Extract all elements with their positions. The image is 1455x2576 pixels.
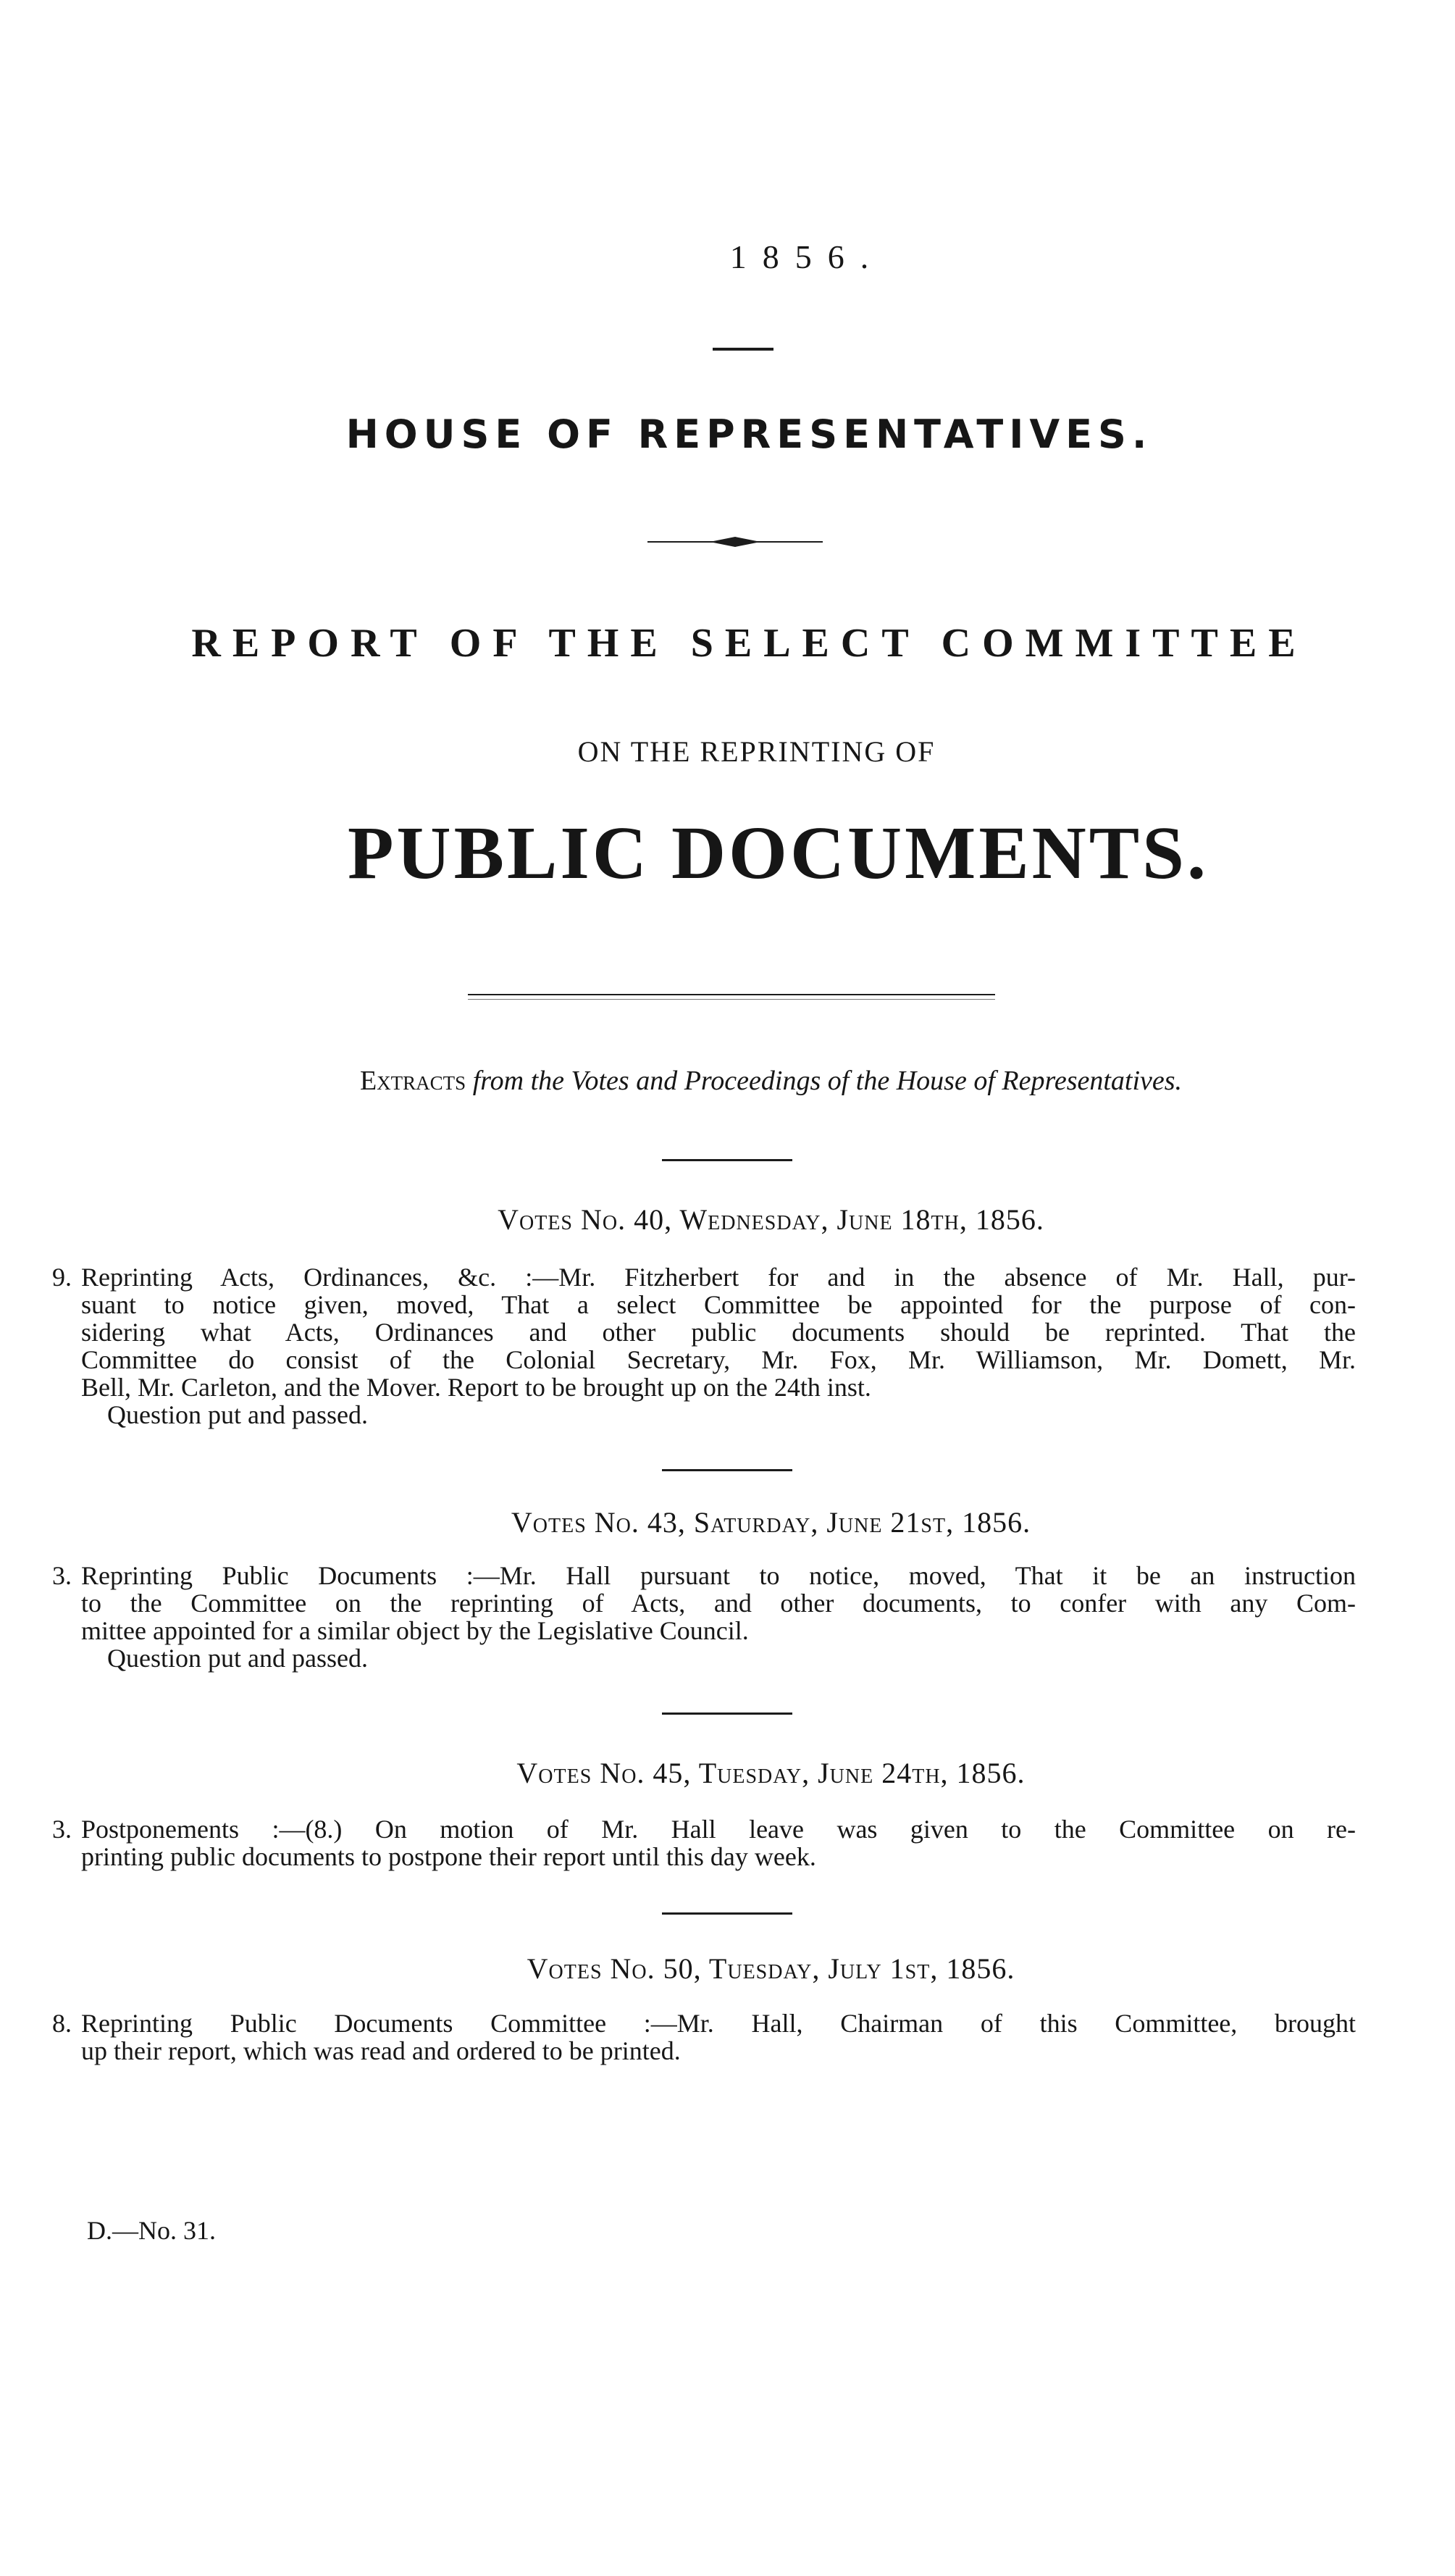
votes-entry bbox=[52, 1815, 1356, 1871]
entry-line: 3. Reprinting Public Documents :—Mr. Hall pursuant to notice, moved, That it be an instruction bbox=[52, 1561, 1356, 1590]
ornamental-rule bbox=[645, 535, 826, 549]
entry-line: mittee appointed for a similar object by the Legislative Council. bbox=[81, 1616, 749, 1645]
extracts-lead: Extracts bbox=[359, 1066, 466, 1096]
votes-heading: Votes No. 45, Tuesday, June 24th, 1856. bbox=[516, 1757, 1026, 1789]
extracts-text: from the Votes and Proceedings of the House of Representatives. bbox=[472, 1066, 1183, 1096]
report-subtitle: ON THE REPRINTING OF bbox=[577, 735, 936, 768]
house-heading: HOUSE OF REPRESENTATIVES. bbox=[345, 411, 1153, 457]
entry-number: 3. bbox=[52, 1561, 72, 1590]
document-reference: D.—No. 31. bbox=[87, 2216, 216, 2245]
divider-rule-thin bbox=[468, 999, 995, 1000]
votes-entry bbox=[52, 1561, 1356, 1673]
entry-number: 9. bbox=[52, 1263, 72, 1292]
votes-heading: Votes No. 43, Saturday, June 21st, 1856. bbox=[511, 1506, 1031, 1539]
votes-entry bbox=[52, 2009, 1356, 2065]
entry-line: printing public documents to postpone their report until this day week. bbox=[81, 1842, 816, 1871]
votes-heading: Votes No. 40, Wednesday, June 18th, 1856. bbox=[498, 1203, 1044, 1236]
entry-line: Committee do consist of the Colonial Secretary, Mr. Fox, Mr. Williamson, Mr. Domett, Mr. bbox=[81, 1345, 1356, 1374]
entry-line: up their report, which was read and ordered to be printed. bbox=[81, 2036, 681, 2065]
entry-number: 3. bbox=[52, 1815, 72, 1844]
short-rule bbox=[713, 348, 773, 351]
entry-line: sidering what Acts, Ordinances and other public documents should be reprinted. That the bbox=[81, 1318, 1356, 1347]
entry-line: 3. Postponements :—(8.) On motion of Mr. Hall leave was given to the Committee on re- bbox=[52, 1815, 1356, 1844]
entry-line: suant to notice given, moved, That a select Committee be appointed for the purpose of con- bbox=[81, 1290, 1356, 1319]
report-title: REPORT OF THE SELECT COMMITTEE bbox=[191, 621, 1307, 666]
short-rule bbox=[662, 1713, 792, 1715]
report-main-title: PUBLIC DOCUMENTS. bbox=[348, 811, 1209, 895]
entry-number: 8. bbox=[52, 2009, 72, 2038]
short-rule bbox=[662, 1912, 792, 1915]
votes-heading: Votes No. 50, Tuesday, July 1st, 1856. bbox=[527, 1952, 1015, 1985]
entry-question: Question put and passed. bbox=[107, 1644, 368, 1673]
short-rule bbox=[662, 1159, 792, 1161]
entry-line: 9. Reprinting Acts, Ordinances, &c. :—Mr. Fitzherbert for and in the absence of Mr. Hall, pur- bbox=[52, 1263, 1356, 1292]
short-rule bbox=[662, 1469, 792, 1471]
extracts-heading bbox=[0, 1065, 1455, 1097]
document-year: 1856. bbox=[729, 238, 885, 275]
entry-line: to the Committee on the reprinting of Acts, and other documents, to confer with any Com- bbox=[81, 1589, 1356, 1618]
divider-rule bbox=[468, 994, 995, 995]
entry-line: 8. Reprinting Public Documents Committee :—Mr. Hall, Chairman of this Committee, brought bbox=[52, 2009, 1356, 2038]
entry-question: Question put and passed. bbox=[107, 1400, 368, 1429]
entry-line: Bell, Mr. Carleton, and the Mover. Report to be brought up on the 24th inst. bbox=[81, 1373, 871, 1402]
votes-entry bbox=[52, 1263, 1356, 1429]
